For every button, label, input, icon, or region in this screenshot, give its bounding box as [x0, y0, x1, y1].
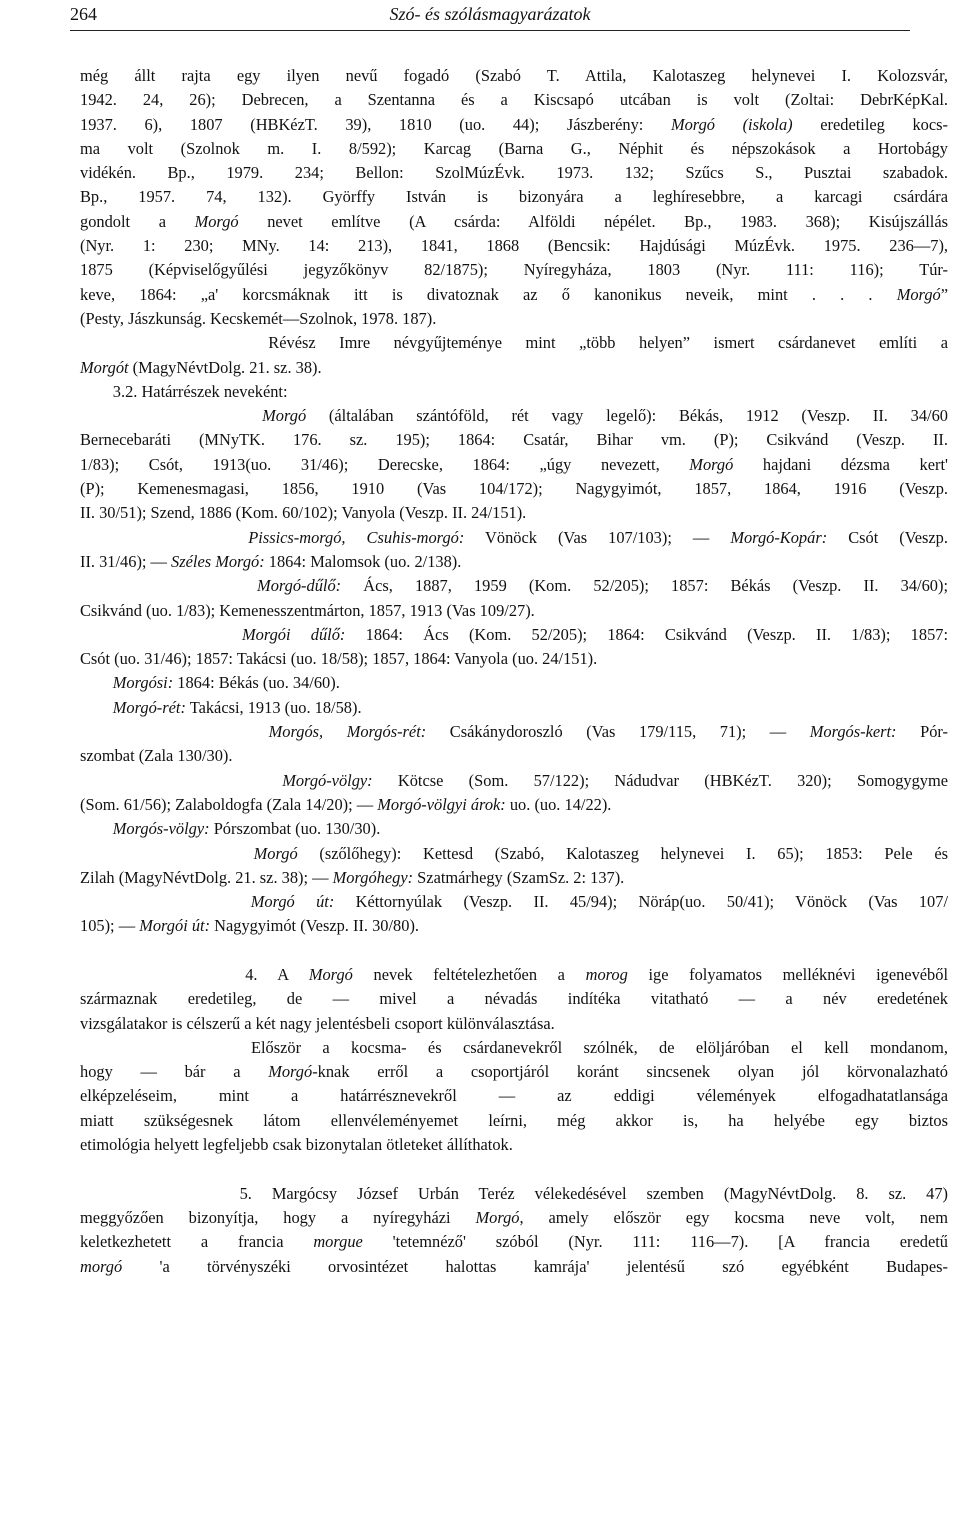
text-line	[80, 914, 948, 938]
text-run: szombat (Zala 130/30).	[80, 746, 233, 766]
text-line	[80, 1133, 948, 1157]
text-line	[80, 234, 948, 258]
text-run: hogy — bár a	[80, 1062, 269, 1082]
text-run: eredetileg kocs-	[792, 114, 948, 134]
text-line	[80, 817, 948, 841]
text-run: Csót (uo. 31/46); 1857: Takácsi (uo. 18/58); 1857, 1864: Vanyola (uo. 24/151).	[80, 649, 598, 669]
text-run: ma volt (Szolnok m. I. 8/592); Karcag (Barna G., Néphit és népszokások a Hortobágy	[80, 138, 948, 158]
text-line	[80, 477, 948, 501]
text-line	[80, 283, 948, 307]
text-run: gondolt a	[80, 211, 195, 231]
text-line	[80, 793, 948, 817]
text-run	[80, 892, 251, 911]
text-run: vizsgálatakor is célszerű a két nagy jelentésbeli csoport különválasztása.	[80, 1013, 555, 1033]
italic-term: Morgó-dűlő:	[257, 576, 342, 596]
text-run: II. 31/46); —	[80, 551, 172, 571]
text-line	[80, 1060, 948, 1084]
text-run	[80, 844, 254, 863]
text-run: keletkezhetett a francia	[80, 1232, 314, 1252]
text-run: még állt rajta egy ilyen nevű fogadó (Szabó T. Attila, Kalotaszeg helynevei I. Kolozsvár,	[80, 66, 948, 85]
text-run: elképzeléseim, mint a határrésznevekről — az eddigi vélemények elfogadhatatlansága	[80, 1086, 948, 1106]
text-run: nevet említve (A csárda: Alföldi népélet. Bp., 1983. 368); Kisújszállás	[238, 211, 948, 231]
text-run: (MagyNévtDolg. 21. sz. 38).	[128, 357, 322, 377]
italic-term: Morgós, Morgós-rét:	[268, 722, 427, 742]
text-line	[80, 380, 948, 404]
text-line	[80, 404, 948, 428]
text-run: hajdani dézsma kert'	[733, 454, 948, 474]
text-run: Bernecebaráti (MNyTK. 176. sz. 195); 1864: Csatár, Bihar vm. (P); Csikvánd (Veszp. II.	[80, 430, 948, 450]
text-run: Bp., 1957. 74, 132). Györffy István is bizonyára a leghíresebbre, a karcagi csárdára	[80, 187, 948, 207]
text-run: nevek feltételezhetően a	[352, 964, 586, 984]
italic-term: Morgó	[689, 454, 734, 474]
text-line	[80, 501, 948, 525]
text-line	[80, 769, 948, 793]
text-run: 4. A	[80, 964, 309, 984]
text-run: (Pesty, Jászkunság. Kecskemét—Szolnok, 1978. 187).	[80, 308, 437, 328]
text-run: etimológia helyett legfeljebb csak bizonytalan ötleteket állíthatok.	[80, 1135, 513, 1155]
text-run	[80, 406, 262, 425]
text-run	[80, 673, 113, 692]
paragraph-gap	[80, 1157, 948, 1181]
text-run: 3.2. Határrészek neveként:	[80, 381, 288, 401]
text-line	[80, 987, 948, 1011]
italic-term: morgue	[313, 1232, 363, 1252]
text-run: 1937. 6), 1807 (HBKézT. 39), 1810 (uo. 44); Jászberény:	[80, 114, 671, 134]
text-line	[80, 599, 948, 623]
italic-term: morog	[585, 964, 628, 984]
text-run: -knak erről a csoportjáról koránt sincsenek olyan jól körvonalazható	[312, 1062, 948, 1082]
text-line	[80, 963, 948, 987]
text-line	[80, 1182, 948, 1206]
text-line	[80, 1109, 948, 1133]
italic-term: Morgó	[268, 1062, 313, 1082]
italic-term: Morgó	[896, 284, 941, 304]
italic-term: Morgós-völgy:	[112, 819, 210, 839]
text-run: miatt szükségesnek látom ellenvéleményemet leírni, még akkor is, ha helyébe egy biztos	[80, 1110, 948, 1130]
text-run: Kéttornyúlak (Veszp. II. 45/94); Nöráp(uo. 50/41); Vönöck (Vas 107/	[334, 892, 948, 912]
text-run	[80, 819, 113, 838]
text-run: Pór-	[896, 722, 948, 742]
text-run: (általában szántóföld, rét vagy legelő): Békás, 1912 (Veszp. II. 34/60	[306, 406, 949, 426]
text-line	[80, 744, 948, 768]
text-run: Kötcse (Som. 57/122); Nádudvar (HBKézT. 320); Somogygyme	[372, 770, 949, 790]
text-run: Szatmárhegy (SzamSz. 2: 137).	[413, 867, 625, 887]
italic-term: Morgói dűlő:	[241, 624, 346, 644]
text-run: 1864: Malomsok (uo. 2/138).	[264, 551, 462, 571]
italic-term: Morgó	[262, 406, 307, 426]
italic-term: Morgói út:	[139, 916, 211, 936]
text-run	[80, 576, 257, 595]
page-header	[70, 4, 910, 32]
text-line	[80, 1255, 948, 1279]
text-line	[80, 866, 948, 890]
text-line	[80, 1084, 948, 1108]
text-line	[80, 113, 948, 137]
text-line	[80, 307, 948, 331]
italic-term: Morgósi:	[112, 673, 174, 693]
italic-term: Morgó-völgy:	[282, 770, 373, 790]
text-run: Zilah (MagyNévtDolg. 21. sz. 38); —	[80, 867, 333, 887]
text-run: Vönöck (Vas 107/103); —	[464, 527, 731, 547]
text-run: uo. (uo. 14/22).	[505, 794, 612, 814]
text-run: 5. Margócsy József Urbán Teréz vélekedésével szemben (MagyNévtDolg. 8. sz. 47)	[80, 1183, 948, 1203]
italic-term: Morgót	[80, 357, 129, 377]
text-run: Csót (Veszp.	[827, 527, 948, 547]
text-run: Takácsi, 1913 (uo. 18/58).	[185, 697, 362, 717]
text-run: Ács, 1887, 1959 (Kom. 52/205); 1857: Békás (Veszp. II. 34/60);	[341, 576, 949, 596]
italic-term: Morgó (iskola)	[670, 114, 793, 134]
text-run: Először a kocsma- és csárdanevekről szólnék, de elöljáróban el kell mondanom,	[80, 1037, 948, 1057]
text-run: 1942. 24, 26); Debrecen, a Szentanna és a Kiscsapó utcában is volt (Zoltai: DebrKépKal.	[80, 90, 948, 110]
italic-term: Morgó-Kopár:	[730, 527, 828, 547]
text-run: 105); —	[80, 916, 140, 936]
italic-term: Morgó-völgyi árok:	[377, 794, 506, 814]
text-line	[80, 64, 948, 88]
text-run: Nagygyimót (Veszp. II. 30/80).	[210, 916, 420, 936]
text-line	[80, 210, 948, 234]
text-run: ige folyamatos melléknévi igenevéből	[627, 964, 948, 984]
text-line	[80, 258, 948, 282]
italic-term: Morgó-rét:	[112, 697, 186, 717]
text-run: II. 30/51); Szend, 1886 (Kom. 60/102); Vanyola (Veszp. II. 24/151).	[80, 503, 527, 523]
body-text	[80, 64, 948, 1279]
text-run: vidékén. Bp., 1979. 234; Bellon: SzolMúzÉvk. 1973. 132; Szűcs S., Pusztai szabadok.	[80, 163, 948, 183]
text-line	[80, 331, 948, 355]
page-number: 264	[70, 4, 97, 24]
text-run: Pórszombat (uo. 130/30).	[209, 819, 381, 839]
text-run: 'a törvényszéki orvosintézet halottas kamrája' jelentésű szó egyébként Budapes-	[122, 1256, 948, 1276]
italic-term: Morgó	[194, 211, 239, 231]
italic-term: Morgó	[308, 964, 353, 984]
text-run: keve, 1864: „a' korcsmáknak itt is divatoznak az ő kanonikus neveik, mint . . .	[80, 284, 897, 304]
text-run	[80, 771, 282, 790]
text-line	[80, 88, 948, 112]
text-run	[80, 722, 269, 741]
text-run: Révész Imre névgyűjteménye mint „több helyen” ismert csárdanevet említi a	[80, 333, 948, 353]
italic-term: Morgóhegy:	[332, 867, 414, 887]
text-line	[80, 647, 948, 671]
text-line	[80, 623, 948, 647]
italic-term: Morgós-kert:	[809, 722, 897, 742]
text-line	[80, 428, 948, 452]
italic-term: Morgó út:	[250, 892, 335, 912]
italic-term: Morgó	[253, 843, 298, 863]
text-line	[80, 842, 948, 866]
text-line	[80, 574, 948, 598]
text-run: 1864: Ács (Kom. 52/205); 1864: Csikvánd (Veszp. II. 1/83); 1857:	[345, 624, 949, 644]
text-run: (Som. 61/56); Zalaboldogfa (Zala 14/20); —	[80, 794, 378, 814]
text-run: Csákánydoroszló (Vas 179/115, 71); —	[426, 722, 810, 742]
italic-term: Pissics-morgó, Csuhis-morgó:	[248, 527, 465, 547]
text-line	[80, 720, 948, 744]
text-run: (P); Kemenesmagasi, 1856, 1910 (Vas 104/172); Nagygyimót, 1857, 1864, 1916 (Veszp.	[80, 479, 948, 499]
italic-term: Morgó	[475, 1207, 520, 1227]
italic-term: Széles Morgó:	[171, 551, 265, 571]
text-run: 'tetemnéző' szóból (Nyr. 111: 116—7). [A francia eredetű	[362, 1232, 948, 1252]
text-run: 1875 (Képviselőgyűlési jegyzőkönyv 82/1875); Nyíregyháza, 1803 (Nyr. 111: 116); Túr-	[80, 260, 948, 280]
text-line	[80, 453, 948, 477]
text-line	[80, 356, 948, 380]
text-run	[80, 528, 248, 547]
running-title: Szó- és szólásmagyarázatok	[389, 4, 591, 24]
text-run: Csikvánd (uo. 1/83); Kemenesszentmárton, 1857, 1913 (Vas 109/27).	[80, 600, 535, 620]
text-run: 1/83); Csót, 1913(uo. 31/46); Derecske, 1864: „úgy nevezett,	[80, 454, 690, 474]
text-line	[80, 1012, 948, 1036]
text-line	[80, 696, 948, 720]
italic-term: morgó	[80, 1256, 123, 1276]
header-rule	[70, 30, 910, 31]
text-line	[80, 1036, 948, 1060]
text-run: (szőlőhegy): Kettesd (Szabó, Kalotaszeg helynevei I. 65); 1853: Pele és	[297, 843, 949, 863]
text-run: meggyőzően bizonyítja, hogy a nyíregyházi	[80, 1207, 476, 1227]
text-run	[80, 698, 113, 717]
text-run: ”	[940, 284, 948, 304]
text-line	[80, 161, 948, 185]
text-run	[80, 625, 242, 644]
text-run: 1864: Békás (uo. 34/60).	[173, 673, 340, 693]
text-run: származnak eredetileg, de — mivel a névadás indítéka vitatható — a név eredetének	[80, 989, 948, 1009]
paragraph-gap	[80, 939, 948, 963]
text-run: (Nyr. 1: 230; MNy. 14: 213), 1841, 1868 (Bencsik: Hajdúsági MúzÉvk. 1975. 236—7),	[80, 236, 948, 256]
text-line	[80, 671, 948, 695]
text-line	[80, 550, 948, 574]
text-line	[80, 1230, 948, 1254]
text-run: , amely először egy kocsma neve volt, nem	[519, 1207, 948, 1227]
text-line	[80, 526, 948, 550]
text-line	[80, 137, 948, 161]
text-line	[80, 890, 948, 914]
text-line	[80, 185, 948, 209]
text-line	[80, 1206, 948, 1230]
